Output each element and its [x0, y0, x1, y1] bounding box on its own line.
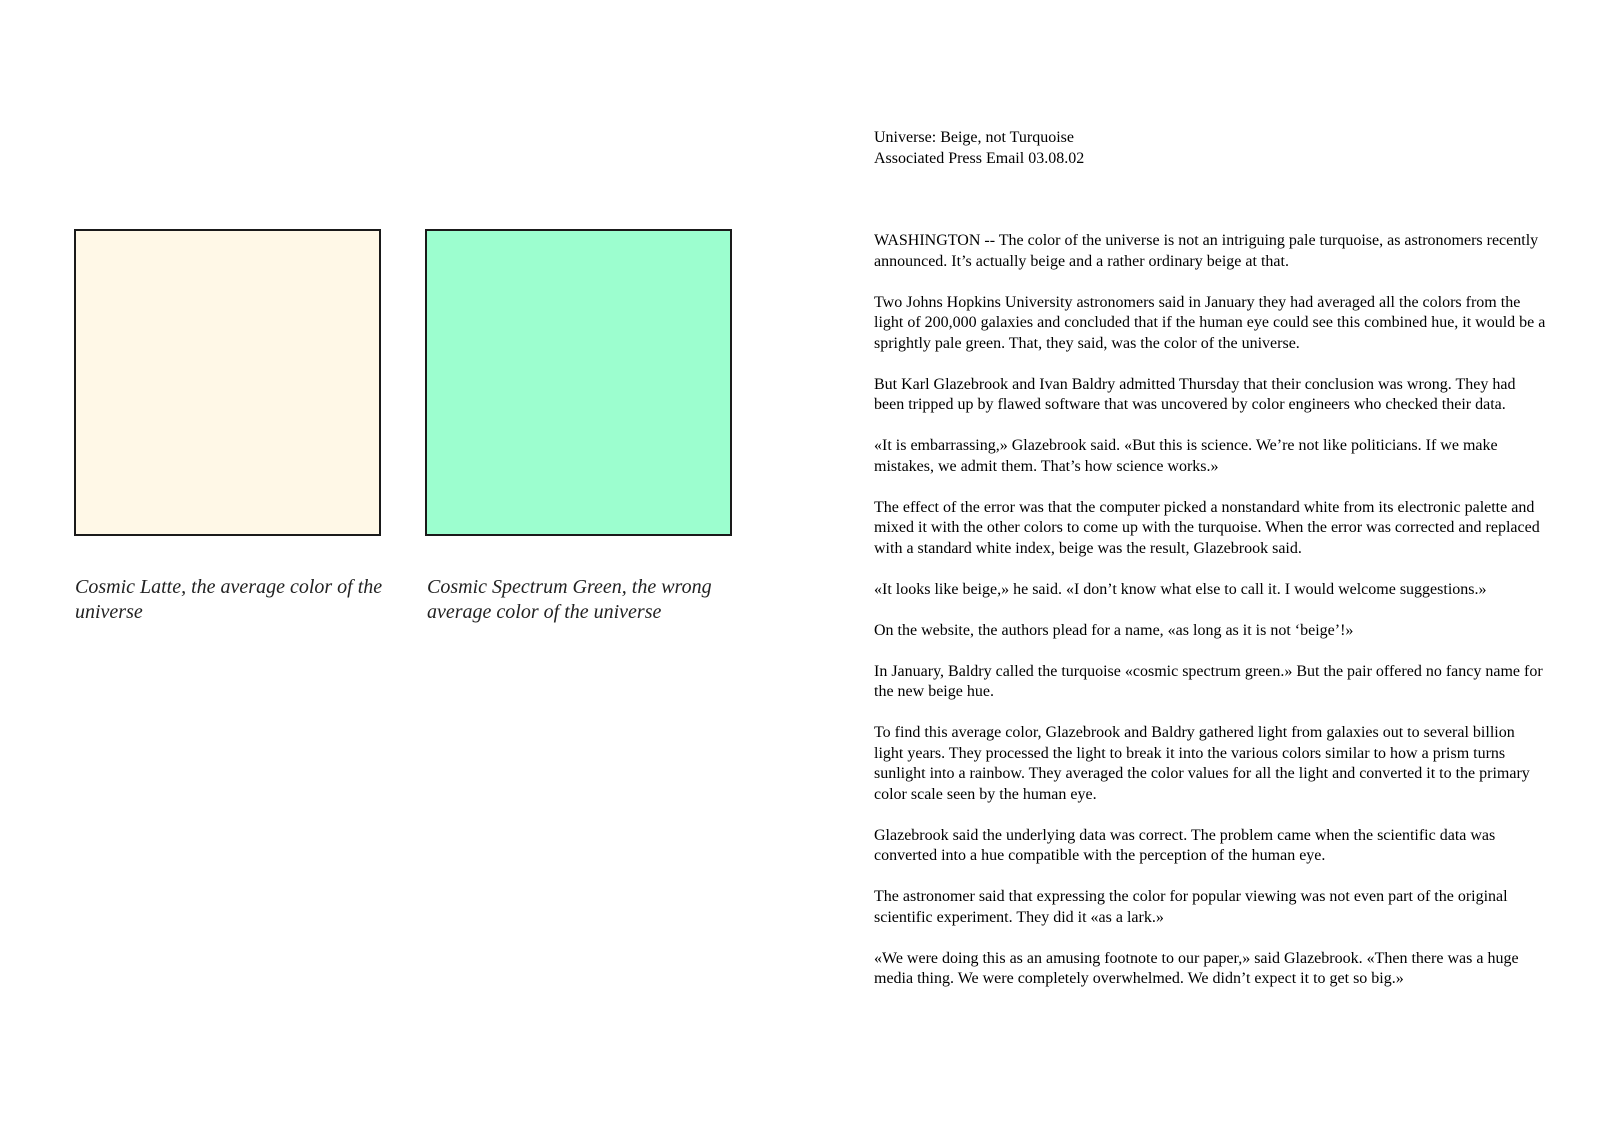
article-paragraph: In January, Baldry called the turquoise «cosmic spectrum green.» But the pair offered no fancy name for the new beige hue. [874, 662, 1543, 700]
article-paragraph: The astronomer said that expressing the color for popular viewing was not even part of the original scientific experiment. They did it «as a lark.» [874, 888, 1508, 926]
article-body [874, 231, 1546, 1010]
article-paragraph: Two Johns Hopkins University astronomers said in January they had averaged all the colors from the light of 200,000 galaxies and concluded that if the human eye could see this combined hue, it would be a sprightly pale green. That, they said, was the color of the universe. [874, 293, 1546, 352]
article-paragraph: But Karl Glazebrook and Ivan Baldry admitted Thursday that their conclusion was wrong. They had been tripped up by flawed software that was uncovered by color engineers who checked their data. [874, 375, 1516, 413]
article-paragraph: WASHINGTON -- The color of the universe is not an intriguing pale turquoise, as astronomers recently announced. It’s actually beige and a rather ordinary beige at that. [874, 232, 1539, 270]
cosmic-latte-caption: Cosmic Latte, the average color of the universe [75, 576, 383, 623]
cosmic-spectrum-green-caption: Cosmic Spectrum Green, the wrong average color of the universe [427, 576, 712, 623]
article-paragraph: «It looks like beige,» he said. «I don’t know what else to call it. I would welcome suggestions.» [874, 580, 1487, 598]
cosmic-latte-swatch [74, 229, 381, 536]
article-paragraph: The effect of the error was that the computer picked a nonstandard white from its electronic palette and mixed it with the other colors to come up with the turquoise. When the error was corrected and replaced with a standard white index, beige was the result, Glazebrook said. [874, 498, 1540, 557]
article-header [874, 128, 1084, 169]
article-paragraph: On the website, the authors plead for a name, «as long as it is not ‘beige’!» [874, 621, 1354, 639]
article-paragraph: Glazebrook said the underlying data was correct. The problem came when the scientific data was converted into a hue compatible with the perception of the human eye. [874, 826, 1496, 864]
article-paragraph: «We were doing this as an amusing footnote to our paper,» said Glazebrook. «Then there was a huge media thing. We were completely overwhelmed. We didn’t expect it to get so big.» [874, 949, 1519, 987]
article-source: Associated Press Email 03.08.02 [874, 149, 1085, 167]
article-paragraph: To find this average color, Glazebrook and Baldry gathered light from galaxies out to several billion light years. They processed the light to break it into the various colors similar to how a prism turns sunlight into a rainbow. They averaged the color values for all the light and converted it to the primary color scale seen by the human eye. [874, 724, 1530, 803]
article-paragraph: «It is embarrassing,» Glazebrook said. «But this is science. We’re not like politicians. If we make mistakes, we admit them. That’s how science works.» [874, 437, 1498, 475]
article-title: Universe: Beige, not Turquoise [874, 129, 1074, 146]
cosmic-spectrum-green-swatch [425, 229, 732, 536]
